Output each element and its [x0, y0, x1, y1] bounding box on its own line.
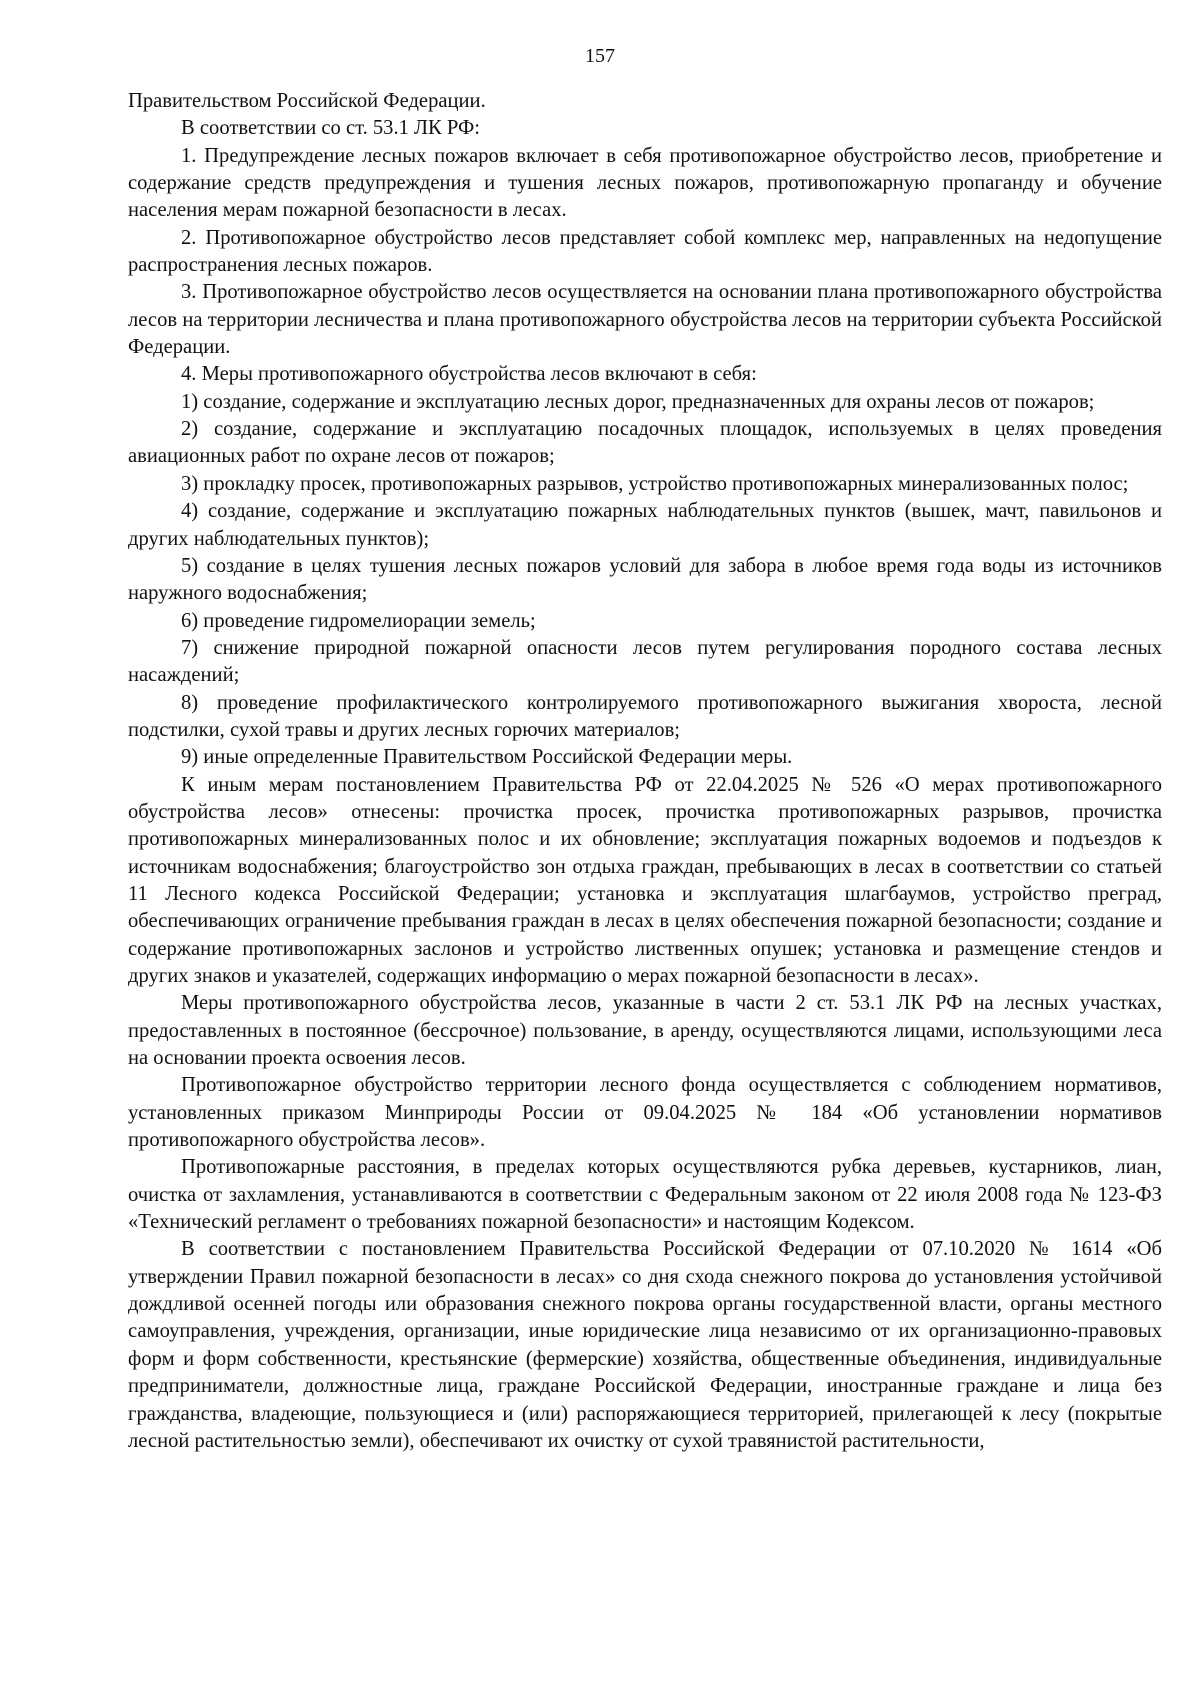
list-item: 6) проведение гидромелиорации земель; [181, 609, 536, 632]
list-item: 5) создание в целях тушения лесных пожаров условий для забора в любое время года воды из источников наружного водоснабжения; [128, 554, 1162, 605]
paragraph: 3. Противопожарное обустройство лесов осуществляется на основании плана противопожарного обустройства лесов на территории лесничества и плана противопожарного обустройства лесов на территории субъекта Российской Федерации. [128, 281, 1162, 359]
paragraph: 1. Предупреждение лесных пожаров включает в себя противопожарное обустройство лесов, приобретение и содержание средств предупреждения и тушения лесных пожаров, противопожарную пропаганду и обучение населения мерам пожарной безопасности в лесах. [128, 144, 1162, 222]
paragraph: К иным мерам постановлением Правительства РФ от 22.04.2025 № 526 «О мерах противопожарного обустройства лесов» отнесены: прочистка просек, прочистка противопожарных разрывов, прочистка противопожарных минерализованных полос и их обновление; эксплуатация пожарных водоемов и подъездов к источникам водоснабжения; благоустройство зон отдыха граждан, пребывающих в лесах в соответствии со статьей 11 Лесного кодекса Российской Федерации; установка и эксплуатация шлагбаумов, устройство преград, обеспечивающих ограничение пребывания граждан в лесах в целях обеспечения пожарной безопасности; создание и содержание противопожарных заслонов и устройство лиственных опушек; установка и размещение стендов и других знаков и указателей, содержащих информацию о мерах пожарной безопасности в лесах». [128, 773, 1162, 987]
list-item: 2) создание, содержание и эксплуатацию посадочных площадок, используемых в целях проведения авиационных работ по охране лесов от пожаров; [128, 418, 1162, 468]
paragraph: Противопожарное обустройство территории лесного фонда осуществляется с соблюдением нормативов, установленных приказом Минприроды России от 09.04.2025 № 184 «Об установлении нормативов противопожарного обустройства лесов». [128, 1074, 1162, 1152]
paragraph: Меры противопожарного обустройства лесов, указанные в части 2 ст. 53.1 ЛК РФ на лесных участках, предоставленных в постоянное (бессрочное) пользование, в аренду, осуществляются лицами, использующими леса на основании проекта освоения лесов. [128, 992, 1162, 1070]
paragraph: 4. Меры противопожарного обустройства лесов включают в себя: [181, 363, 757, 386]
list-item: 9) иные определенные Правительством Российской Федерации меры. [181, 746, 793, 769]
page-number: 157 [585, 45, 615, 67]
paragraph: 2. Противопожарное обустройство лесов представляет собой комплекс мер, направленных на недопущение распространения лесных пожаров. [128, 226, 1162, 277]
list-item: 7) снижение природной пожарной опасности лесов путем регулирования породного состава лесных насаждений; [128, 636, 1162, 687]
list-item: 4) создание, содержание и эксплуатацию пожарных наблюдательных пунктов (вышек, мачт, павильонов и других наблюдательных пунктов); [128, 500, 1162, 550]
list-item: 8) проведение профилактического контролируемого противопожарного выжигания хвороста, лесной подстилки, сухой травы и других лесных горючих материалов; [128, 691, 1162, 741]
paragraph: В соответствии со ст. 53.1 ЛК РФ: [181, 117, 481, 140]
document-body [128, 88, 1162, 1455]
paragraph: Противопожарные расстояния, в пределах которых осуществляются рубка деревьев, кустарников, лиан, очистка от захламления, устанавливаются в соответствии с Федеральным законом от 22 июля 2008 года № 123-ФЗ «Технический регламент о требованиях пожарной безопасности» и настоящим Кодексом. [128, 1156, 1162, 1234]
list-item: 1) создание, содержание и эксплуатацию лесных дорог, предназначенных для охраны лесов от пожаров; [181, 390, 1095, 413]
paragraph: Правительством Российской Федерации. [128, 90, 486, 112]
paragraph: В соответствии с постановлением Правительства Российской Федерации от 07.10.2020 № 1614 «Об утверждении Правил пожарной безопасности в лесах» со дня схода снежного покрова до установления устойчивой дождливой осенней погоды или образования снежного покрова органы государственной власти, органы местного самоуправления, учреждения, организации, иные юридические лица независимо от их организационно-правовых форм и форм собственности, крестьянские (фермерские) хозяйства, общественные объединения, индивидуальные предприниматели, должностные лица, граждане Российской Федерации, иностранные граждане и лица без гражданства, владеющие, пользующиеся и (или) распоряжающиеся территорией, прилегающей к лесу (покрытые лесной растительностью земли), обеспечивают их очистку от сухой травянистой растительности, [128, 1238, 1162, 1452]
list-item: 3) прокладку просек, противопожарных разрывов, устройство противопожарных минерализованных полос; [181, 472, 1129, 495]
